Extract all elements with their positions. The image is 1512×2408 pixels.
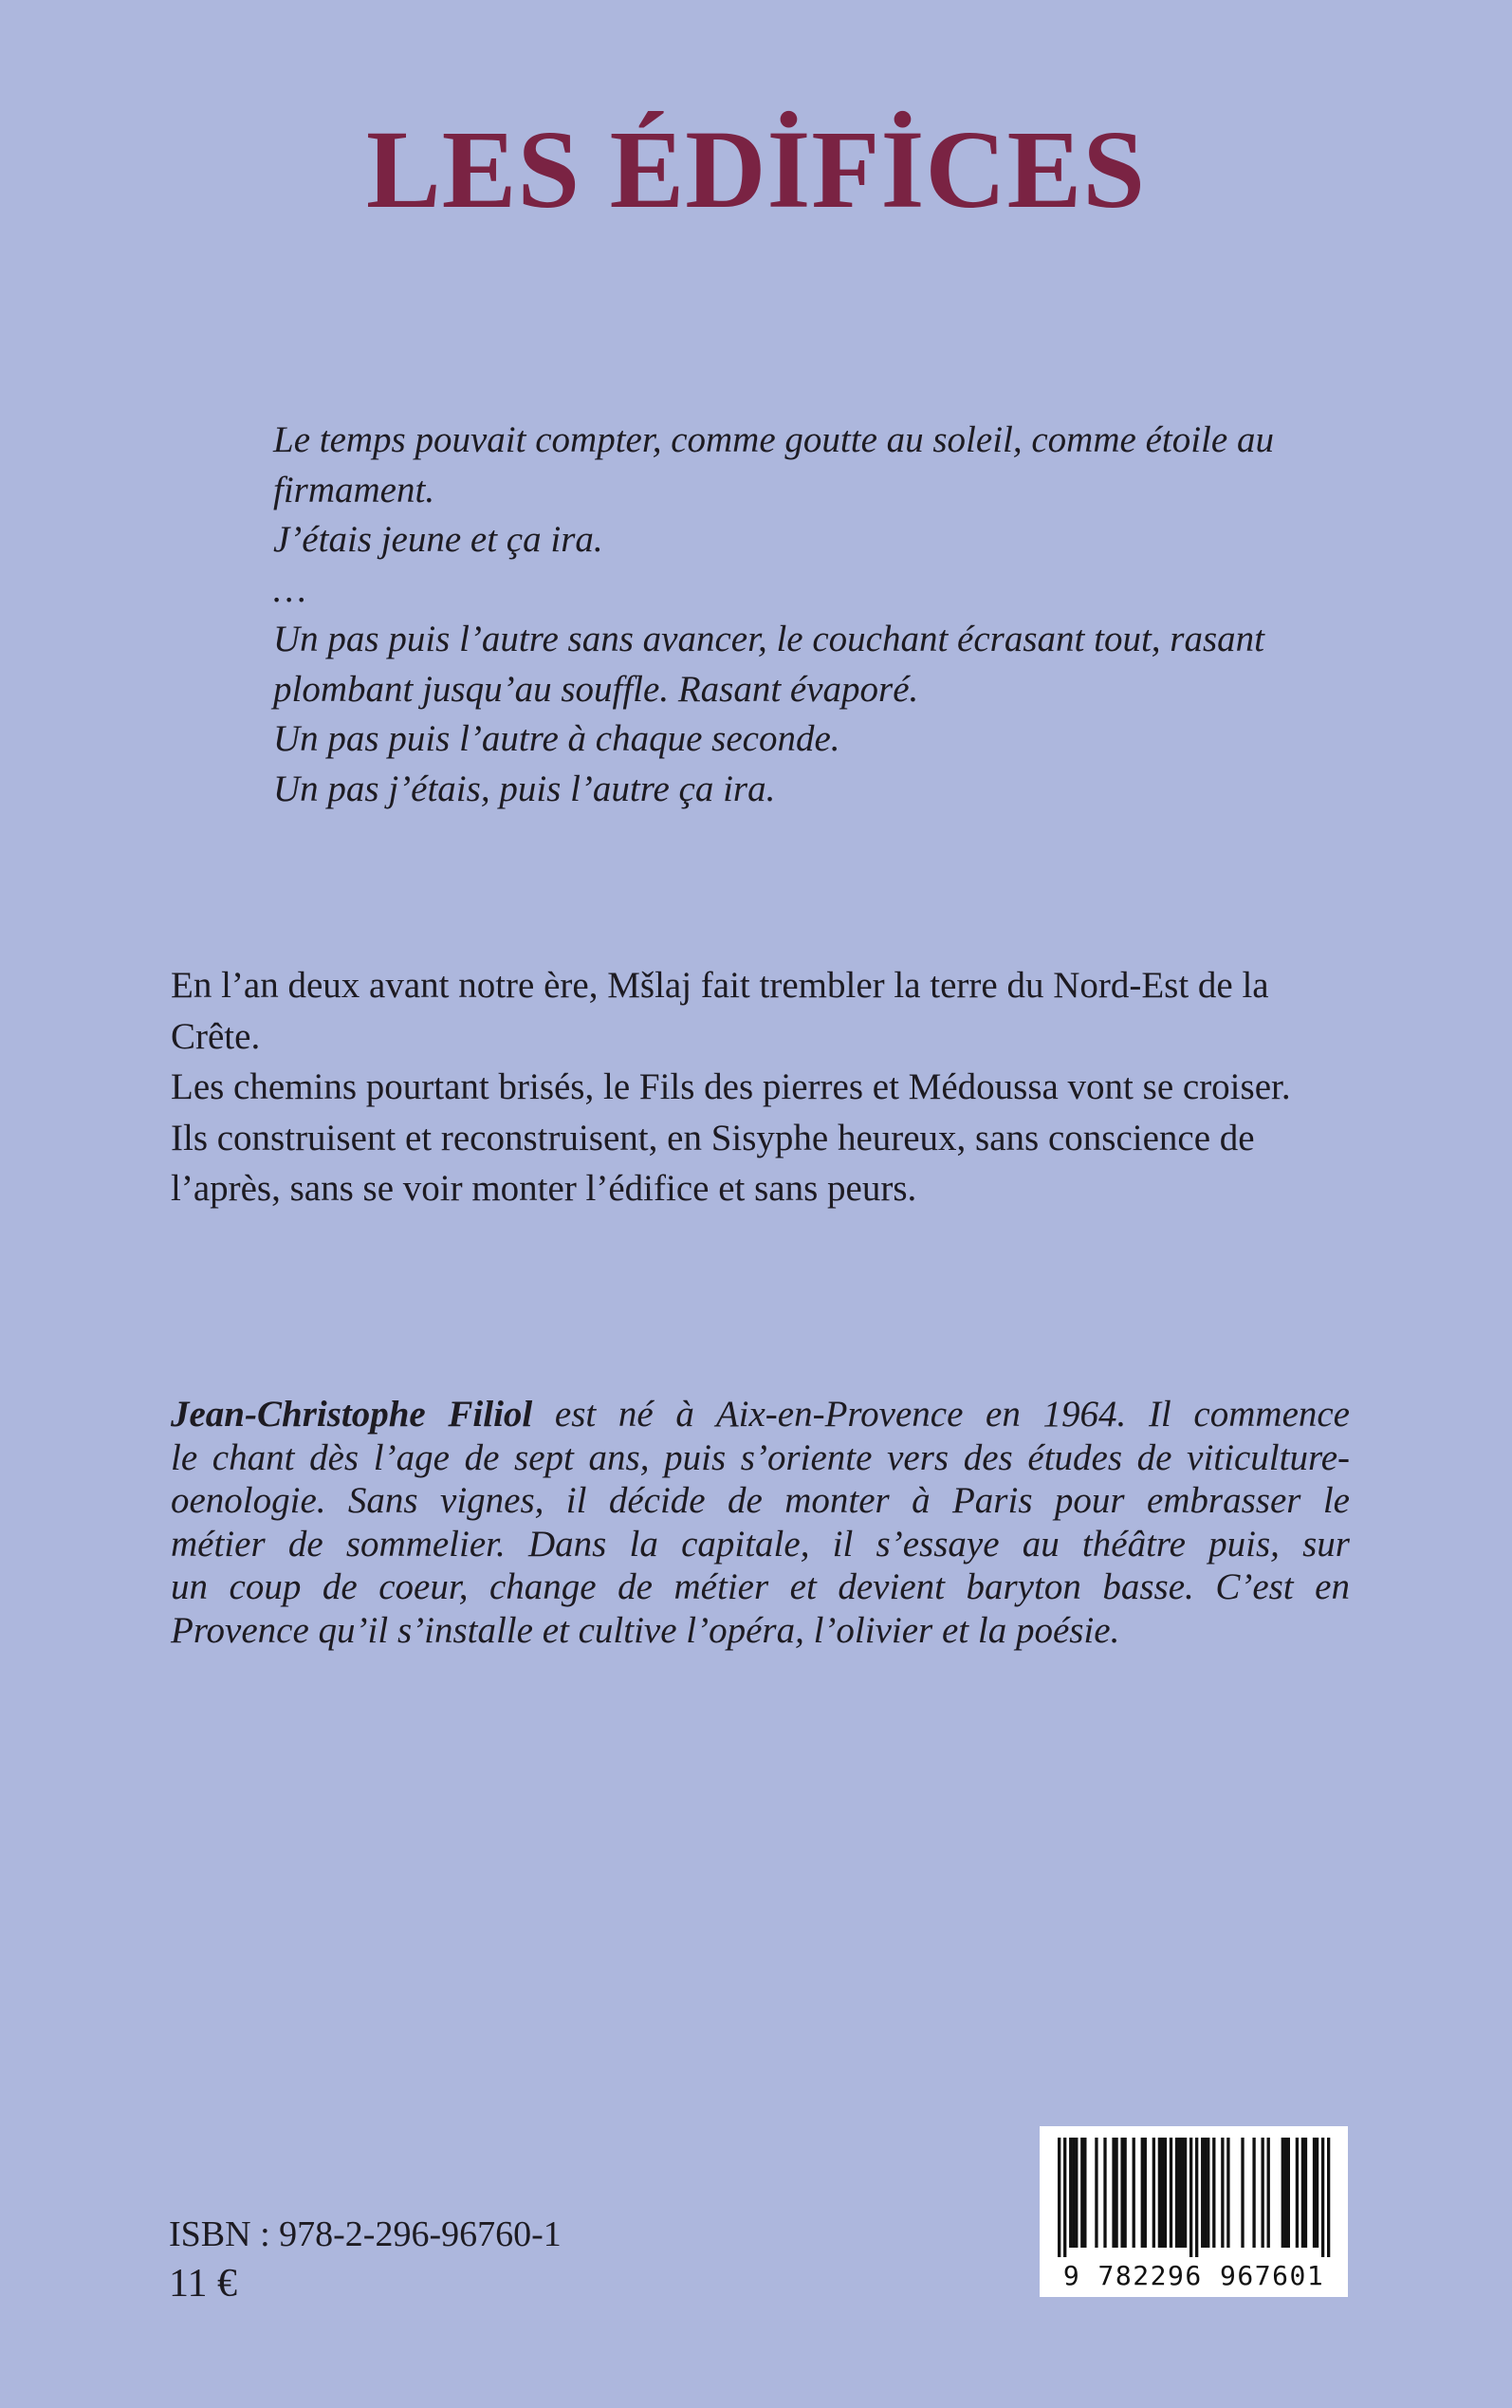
poem-line: J’étais jeune et ça ira. [273,519,603,560]
barcode-bar [1080,2138,1083,2248]
barcode-bar [1241,2138,1244,2248]
author-name: Jean-Christophe Filiol [171,1394,533,1435]
barcode-bar [1075,2138,1078,2248]
barcode-bar [1112,2138,1115,2248]
barcode-bar [1282,2138,1284,2248]
summary-line: Crête. [171,1015,261,1057]
barcode-bar [1301,2138,1304,2248]
barcode-bar [1184,2138,1187,2248]
barcode-bar [1161,2138,1164,2248]
bio-line: métier de sommelier. Dans la capitale, il s’essaye au théâtre puis, sur [171,1523,1350,1565]
barcode-bar [1069,2138,1072,2248]
poem-line: Le temps pouvait compter, comme goutte au soleil, comme étoile au [273,419,1274,460]
barcode-bar [1123,2138,1126,2248]
bio-line: oenologie. Sans vignes, il décide de monter à Paris pour embrasser le [171,1480,1350,1521]
barcode-bar [1316,2138,1318,2248]
barcode-bar [1083,2138,1086,2248]
price: 11 € [169,2262,237,2306]
poem-excerpt [273,416,1374,814]
barcode-bar [1195,2138,1198,2257]
barcode-bar [1158,2138,1161,2248]
barcode-bar [1304,2138,1307,2248]
barcode-bar [1252,2138,1255,2248]
poem-line: Un pas puis l’autre sans avancer, le couchant écrasant tout, rasant [273,619,1264,659]
summary-line: Les chemins pourtant brisés, le Fils des pierres et Médoussa vont se croiser. [171,1066,1291,1107]
bio-line: un coup de coeur, change de métier et devient baryton basse. C’est en [171,1566,1350,1607]
bio-first-line-text: est né à Aix-en-Provence en 1964. Il commence [532,1394,1350,1435]
barcode-bar [1296,2138,1299,2248]
barcode-bar [1327,2138,1330,2257]
barcode-bar [1212,2138,1215,2248]
poem-line: plombant jusqu’au souffle. Rasant évaporé. [273,668,919,710]
barcode-bar [1201,2138,1204,2248]
barcode-bar [1170,2138,1172,2248]
barcode-bar [1133,2138,1135,2248]
summary-line: l’après, sans se voir monter l’édifice et sans peurs. [171,1168,917,1209]
barcode-bar [1189,2138,1192,2257]
summary-line: En l’an deux avant notre ère, Mšlaj fait trembler la terre du Nord-Est de la [171,965,1269,1006]
isbn-number: ISBN : 978-2-296-96760-1 [169,2214,562,2254]
barcode-bar [1178,2138,1181,2248]
poem-line: Un pas puis l’autre à chaque seconde. [273,718,840,759]
barcode-bar [1063,2138,1066,2257]
book-title: LES ÉDİFİCES [366,107,1146,232]
barcode-bar [1120,2138,1123,2248]
bio-line: Provence qu’il s’installe et cultive l’opéra, l’olivier et la poésie. [171,1609,1120,1651]
barcode-bar [1207,2138,1209,2248]
barcode-bar [1226,2138,1229,2248]
barcode-bar [1152,2138,1155,2248]
bio-line [171,1393,1350,1436]
book-summary [171,960,1366,1214]
barcode-bar [1175,2138,1178,2248]
summary-line: Ils construisent et reconstruisent, en Sisyphe heureux, sans conscience de [171,1117,1255,1158]
barcode-bar [1284,2138,1287,2248]
poem-line: Un pas j’étais, puis l’autre ça ira. [273,768,776,809]
barcode-bar [1287,2138,1290,2248]
barcode-bar [1115,2138,1117,2248]
barcode-bar [1095,2138,1097,2248]
barcode-bars [1051,2138,1337,2257]
barcode-bar [1164,2138,1167,2248]
barcode-bar [1261,2138,1263,2248]
barcode-digits: 9 782296 967601 [1062,2260,1325,2291]
barcode-bar [1267,2138,1270,2248]
barcode-bar [1221,2138,1224,2248]
author-bio [171,1393,1350,1652]
barcode-bar [1321,2138,1324,2257]
barcode-bar [1072,2138,1075,2248]
barcode-bar [1313,2138,1316,2248]
barcode [1040,2126,1348,2297]
barcode-bar [1141,2138,1144,2248]
barcode-bar [1058,2138,1060,2257]
bio-line: le chant dès l’age de sept ans, puis s’oriente vers des études de viticulture- [171,1436,1350,1478]
barcode-bar [1103,2138,1106,2248]
poem-line: … [273,568,306,610]
poem-line: firmament. [273,469,435,510]
barcode-bar [1181,2138,1184,2248]
barcode-bar [1144,2138,1147,2248]
barcode-bar [1204,2138,1207,2248]
